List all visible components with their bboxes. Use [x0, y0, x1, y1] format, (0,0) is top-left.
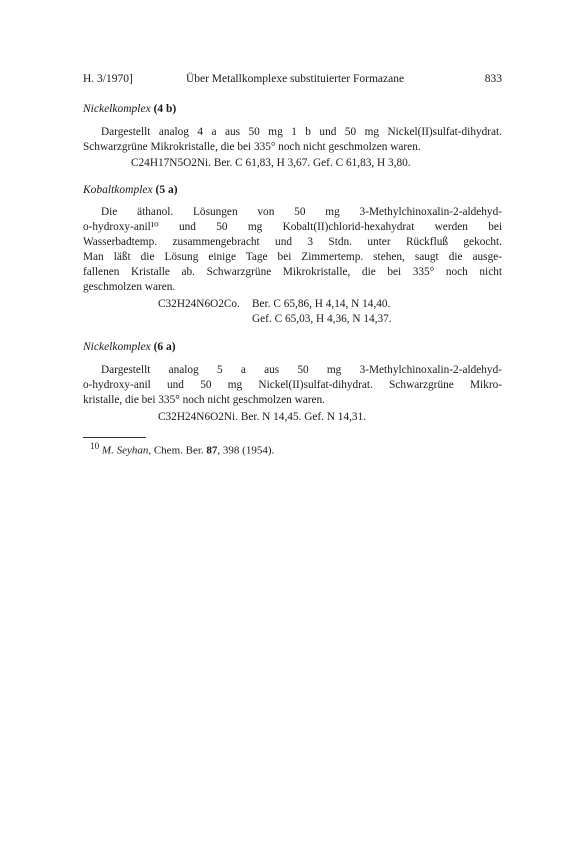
body-line: Dargestellt analog 5 a aus 50 mg 3-Methylchinoxalin-2-aldehyd-	[101, 364, 502, 376]
footnote-journal: Chem. Ber.	[153, 444, 204, 457]
body-line: fallenen Kristalle ab. Schwarzgrüne Mikrokristalle, die bei 335° noch nicht	[83, 266, 502, 278]
section-body-6a	[83, 363, 502, 408]
section-heading-5a: Kobaltkomplex (5 a)	[83, 184, 178, 196]
footnote-rest: , 398 (1954).	[217, 444, 275, 457]
section-body-4b	[83, 125, 502, 155]
footnote-rule	[83, 437, 146, 438]
section-body-5a	[83, 205, 502, 295]
footnote-author: M. Seyhan	[101, 444, 149, 457]
section-heading-4b: Nickelkomplex (4 b)	[83, 103, 177, 115]
footnote: $^{10}$ M. Seyhan, Chem. Ber. 87, 398 (1954).	[90, 441, 275, 457]
analysis-4b: C24H17N5O2Ni. Ber. C 61,83, H 3,67. Gef. C 61,83, H 3,80.	[131, 157, 411, 169]
body-line: kristalle, die bei 335° noch nicht geschmolzen waren.	[83, 394, 325, 406]
page-number: 833	[484, 73, 502, 85]
footnote-volume: 87	[206, 444, 218, 457]
section-heading-6a: Nickelkomplex (6 a)	[83, 341, 176, 353]
body-line: o-hydroxy-anil¹⁰ und 50 mg Kobalt(II)chlorid-hexahydrat werden bei	[83, 221, 502, 233]
body-line: Schwarzgrüne Mikrokristalle, die bei 335° noch nicht geschmolzen waren.	[83, 141, 421, 153]
body-line: Die äthanol. Lösungen von 50 mg 3-Methylchinoxalin-2-aldehyd-	[101, 206, 502, 218]
body-line: o-hydroxy-anil und 50 mg Nickel(II)sulfat-dihydrat. Schwarzgrüne Mikro-	[83, 379, 502, 391]
found-5a: Gef. C 65,03, H 4,36, N 14,37.	[252, 313, 392, 325]
body-line: Wasserbadtemp. zusammengebracht und 3 Stdn. unter Rückfluß gekocht.	[83, 236, 502, 248]
formula-5a: C32H24N6O2Co.	[158, 298, 240, 310]
running-title: Über Metallkomplexe substituierter Formazane	[185, 73, 405, 85]
body-line: Dargestellt analog 4 a aus 50 mg 1 b und 50 mg Nickel(II)sulfat-dihydrat.	[101, 126, 502, 138]
footnote-number: 10	[90, 441, 100, 451]
body-line: geschmolzen waren.	[83, 281, 176, 293]
calc-5a: Ber. C 65,86, H 4,14, N 14,40.	[252, 298, 391, 310]
journal-issue: H. 3/1970]	[83, 73, 133, 85]
body-line: Man läßt die Lösung einige Tage bei Zimmertemp. stehen, saugt die ausge-	[83, 251, 502, 263]
analysis-6a: C32H24N6O2Ni. Ber. N 14,45. Gef. N 14,31.	[158, 411, 367, 423]
